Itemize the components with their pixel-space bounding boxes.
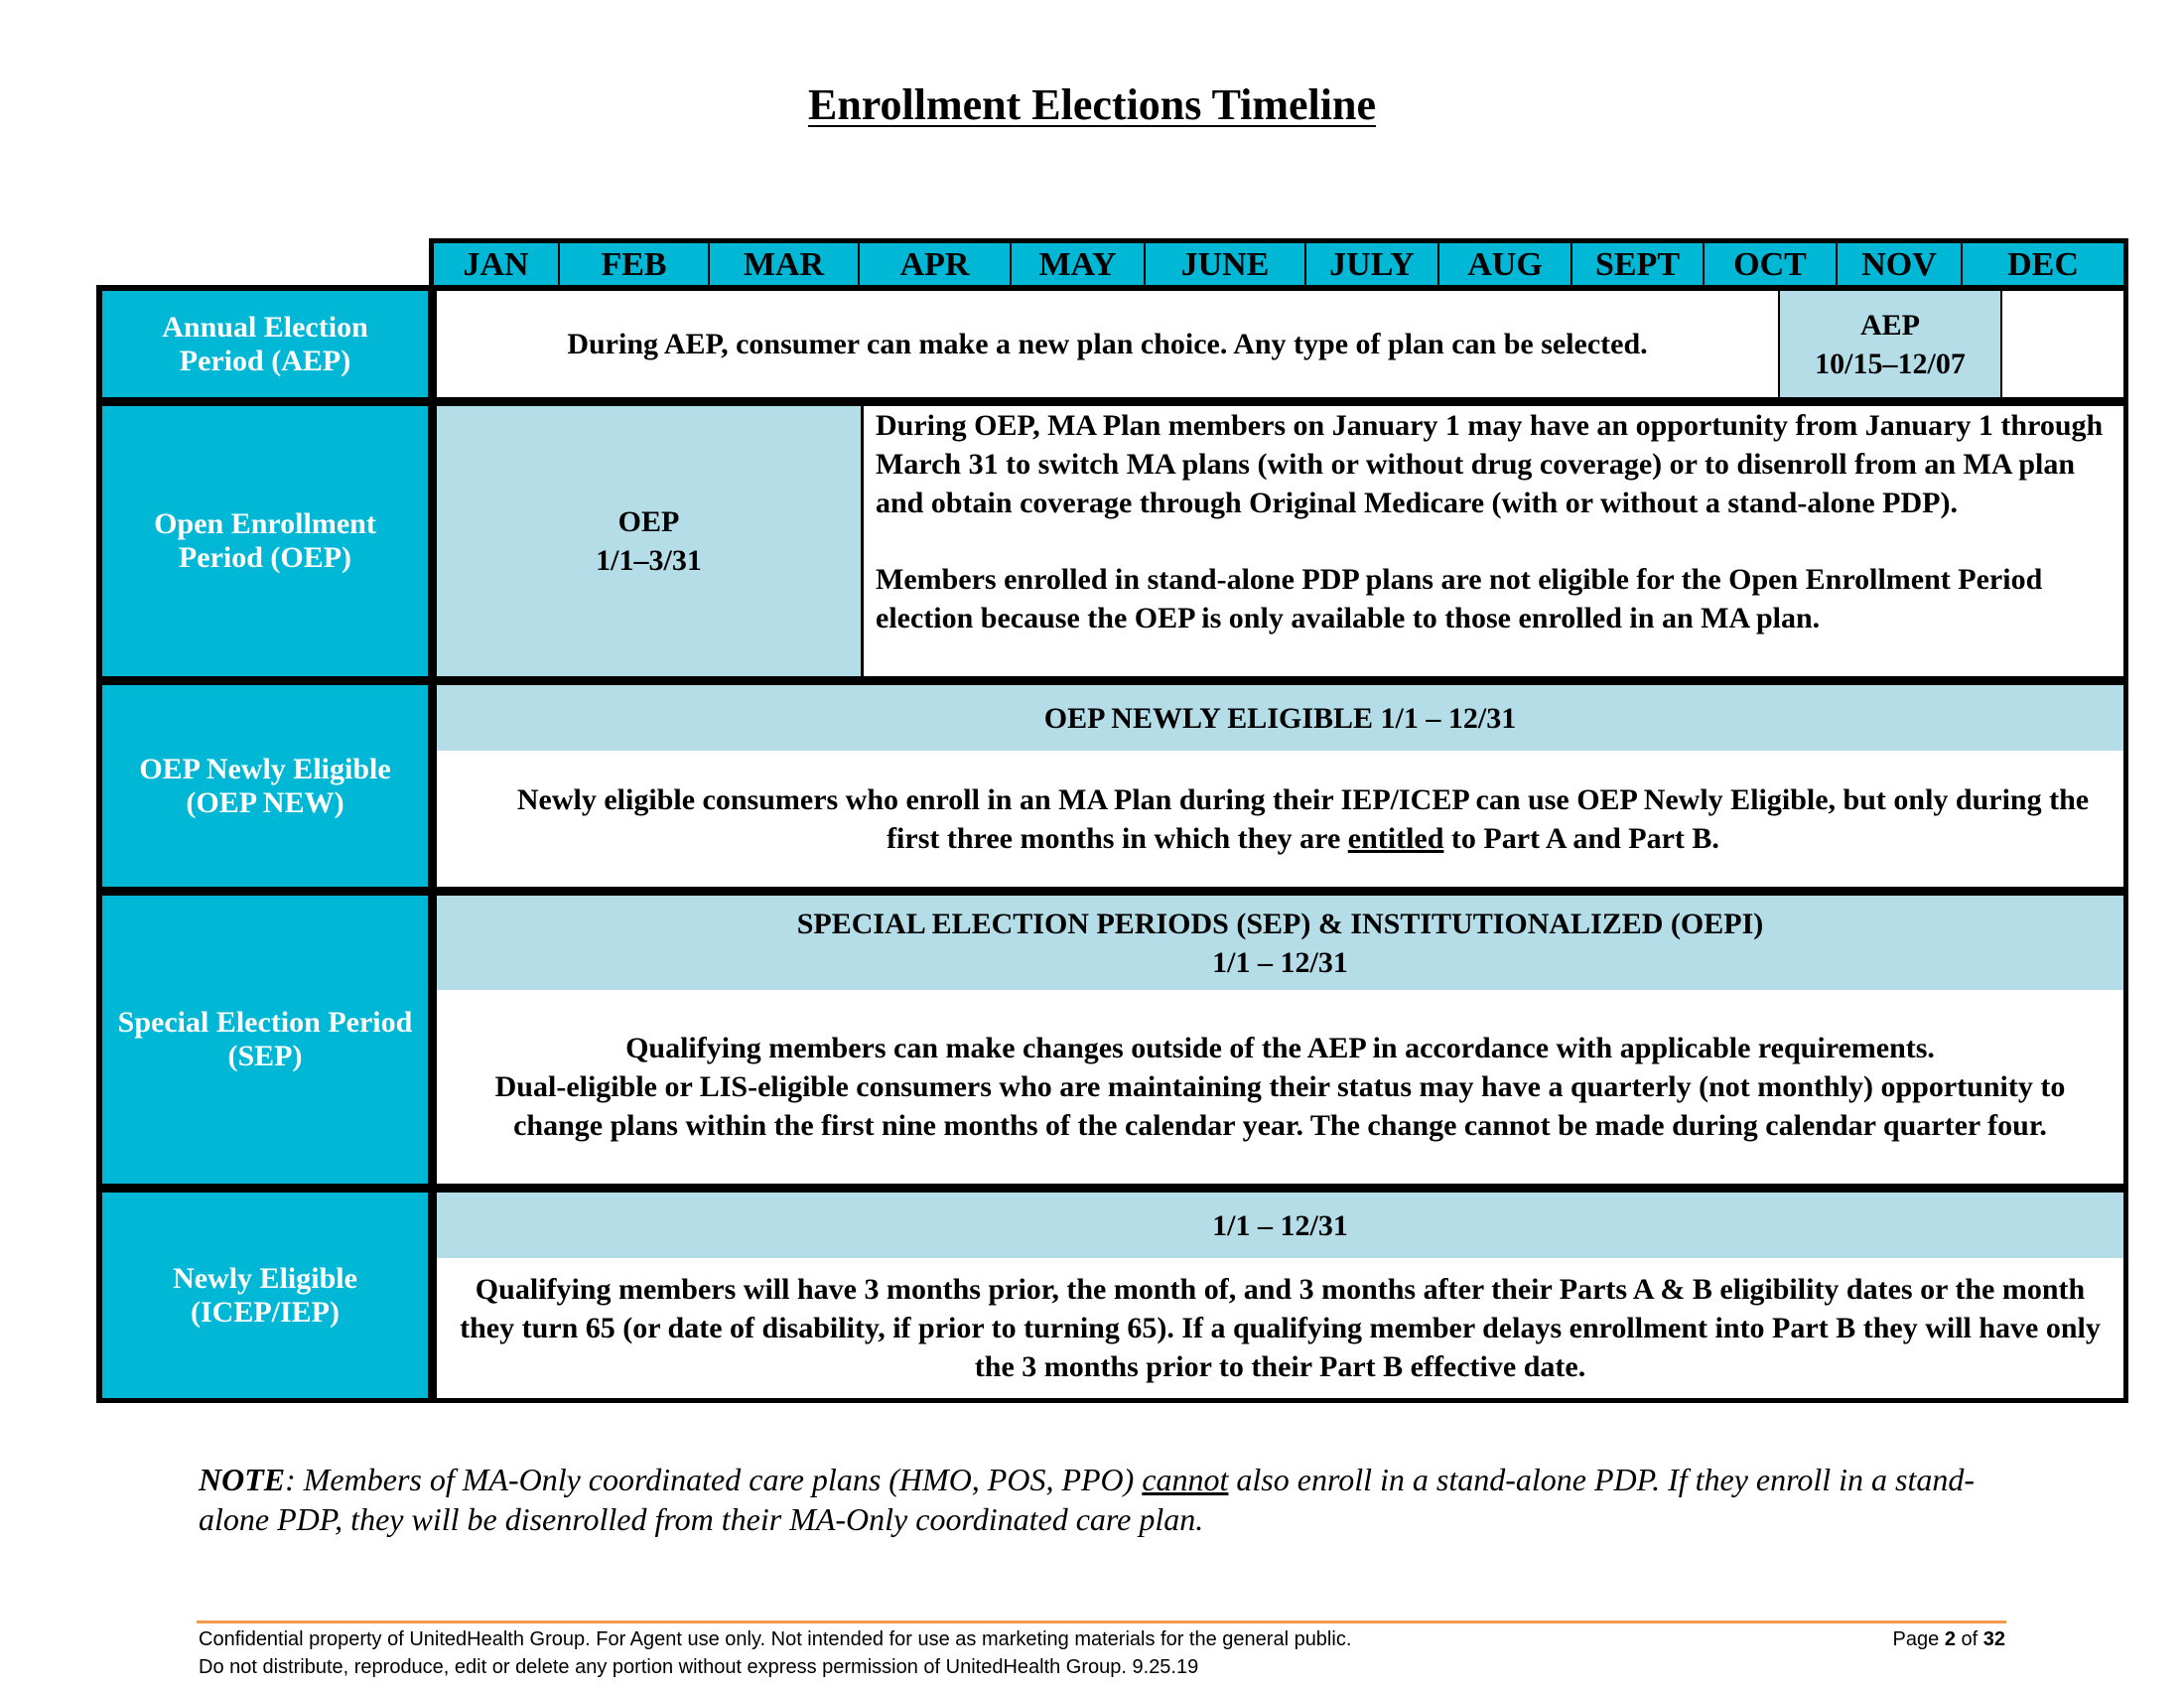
newly-eligible-description: Qualifying members will have 3 months prior, the month of, and 3 months after their Parts A & B eligibility dates or the month they turn 65 (or date of disability, if prior to turning 65). If a qualifying member delays enrollment into Part B they will have only the 3 months prior to their Part B effective date. (437, 1258, 2123, 1398)
oep-new-description: Newly eligible consumers who enroll in an MA Plan during their IEP/ICEP can use OEP Newly Eligible, but only during the first three months in which they are entitled to Part A and Part B. (437, 751, 2123, 887)
oep-paragraph-1: During OEP, MA Plan members on January 1 may have an opportunity from January 1 through March 31 to switch MA plans (with or without drug coverage) or to disenroll from an MA plan and obtain coverage through Original Medicare (with or without a stand-alone PDP). (876, 409, 2104, 519)
month-july: JULY (1304, 243, 1437, 286)
row-label-aep: Annual Election Period (AEP) (102, 291, 428, 397)
note-lead: NOTE (199, 1462, 286, 1497)
month-nov: NOV (1836, 243, 1961, 286)
month-apr: APR (858, 243, 1010, 286)
footer-line-2: Do not distribute, reproduce, edit or delete any portion without express permission of UnitedHealth Group. 9.25.19 (199, 1656, 1199, 1678)
entitled-term: entitled (1347, 821, 1444, 855)
row-label-oep: Open Enrollment Period (OEP) (102, 406, 428, 676)
oep-description (864, 406, 2123, 676)
month-feb: FEB (558, 243, 708, 286)
newly-eligible-header: 1/1 – 12/31 (437, 1193, 2123, 1258)
oep-paragraph-2: Members enrolled in stand-alone PDP plans are not eligible for the Open Enrollment Period election because the OEP is only available to those enrolled in an MA plan. (876, 563, 2043, 634)
oep-badge: OEP 1/1–3/31 (437, 406, 864, 676)
aep-description: During AEP, consumer can make a new plan choice. Any type of plan can be selected. (437, 291, 1778, 397)
month-oct: OCT (1703, 243, 1836, 286)
footer-line-1: Confidential property of UnitedHealth Group. For Agent use only. Not intended for use as marketing materials for the general public. (199, 1628, 1352, 1650)
row-label-newly-eligible: Newly Eligible (ICEP/IEP) (102, 1193, 428, 1398)
month-may: MAY (1010, 243, 1144, 286)
row-label-sep: Special Election Period (SEP) (102, 896, 428, 1184)
oep-new-header: OEP NEWLY ELIGIBLE 1/1 – 12/31 (437, 685, 2123, 751)
month-sept: SEPT (1570, 243, 1703, 286)
month-jan: JAN (463, 245, 529, 283)
sep-line-1: Qualifying members can make changes outside of the AEP in accordance with applicable requirements. (625, 1032, 1935, 1064)
month-mar: MAR (708, 243, 858, 286)
page-title: Enrollment Elections Timeline (807, 80, 1377, 129)
row-label-oep-new: OEP Newly Eligible (OEP NEW) (102, 685, 428, 887)
sep-description (437, 990, 2123, 1184)
aep-empty-cell (2002, 291, 2123, 397)
aep-badge: AEP 10/15–12/07 (1778, 291, 2002, 397)
cannot-term: cannot (1142, 1462, 1229, 1497)
footer-rule (197, 1620, 2006, 1623)
month-header (429, 238, 2128, 291)
sep-line-2: Dual-eligible or LIS-eligible consumers who are maintaining their status may have a quarterly (not monthly) opportunity to change plans within the first nine months of the calendar year. The change cannot be made during calendar quarter four. (494, 1070, 2066, 1142)
month-aug: AUG (1437, 243, 1570, 286)
month-june: JUNE (1144, 243, 1304, 286)
page-number: Page 2 of 32 (1892, 1628, 2005, 1650)
timeline-table (96, 285, 2128, 1403)
footer-text (199, 1625, 1688, 1681)
sep-header: SPECIAL ELECTION PERIODS (SEP) & INSTITUTIONALIZED (OEPI) 1/1 – 12/31 (437, 896, 2123, 990)
month-dec: DEC (1961, 243, 2123, 286)
note: NOTE: Members of MA-Only coordinated care plans (HMO, POS, PPO) cannot also enroll in a stand-alone PDP. If they enroll in a stand-alone PDP, they will be disenrolled from their MA-Only coordinated care plan. (199, 1462, 1976, 1537)
